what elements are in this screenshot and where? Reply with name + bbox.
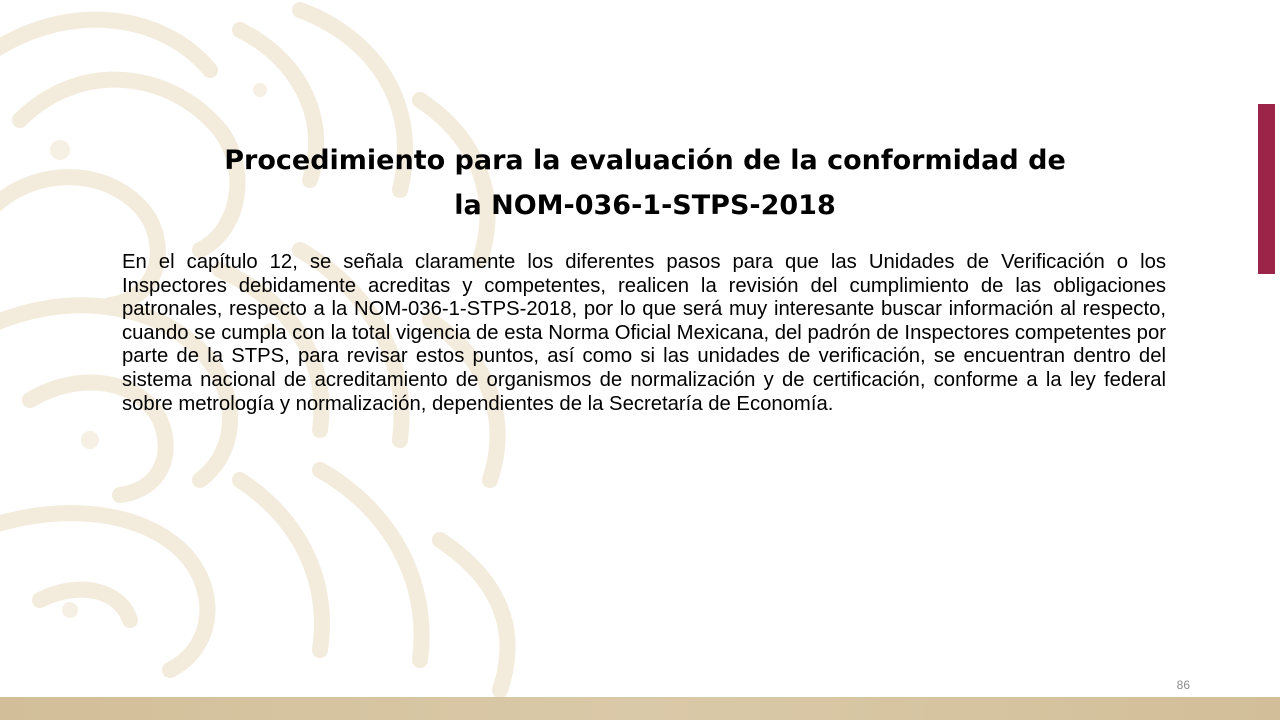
slide-title-line-1: Procedimiento para la evaluación de la conformidad de: [224, 145, 1066, 176]
slide-body-paragraph: En el capítulo 12, se señala claramente los diferentes pasos para que las Unidades de Verificación o los Inspectores debidamente acreditas y competentes, realicen la revisión del cumplimiento de las obligaciones patronales, respecto a la NOM-036-1-STPS-2018, por lo que será muy interesante buscar información al respecto, cuando se cumpla con la total vigencia de esta Norma Oficial Mexicana, del padrón de Inspectores competentes por parte de la STPS, para revisar estos puntos, así como si las unidades de verificación, se encuentran dentro del sistema nacional de acreditamiento de organismos de normalización y de certificación, conforme a la ley federal sobre metrología y normalización, dependientes de la Secretaría de Economía.: [122, 251, 1166, 415]
slide-title: [100, 138, 1190, 228]
accent-bar: [1258, 104, 1275, 274]
footer-band: [0, 697, 1280, 720]
page-number: 86: [1176, 678, 1190, 692]
slide-title-line-2: la NOM-036-1-STPS-2018: [454, 190, 836, 221]
